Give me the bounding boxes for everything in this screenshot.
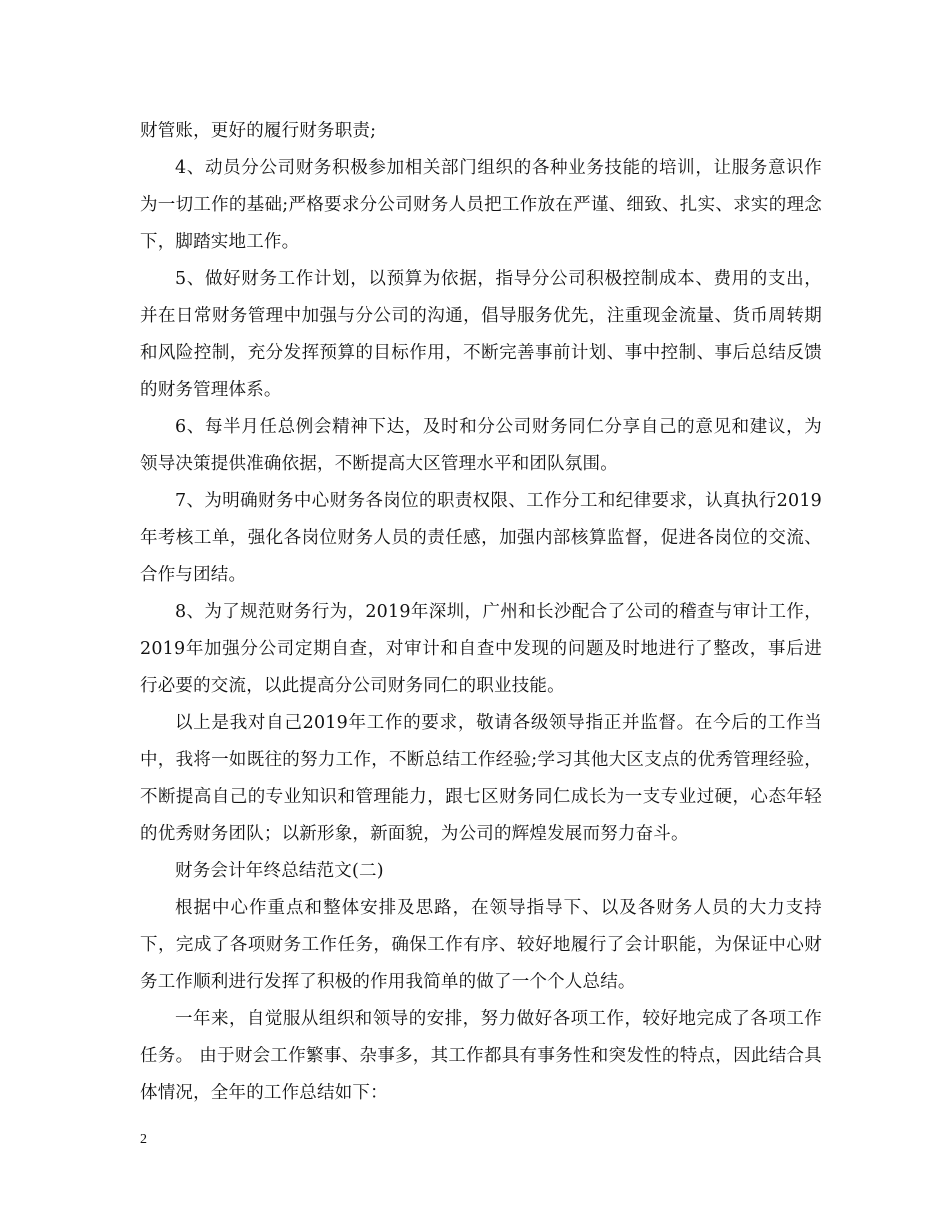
paragraph-continuation: 财管账，更好的履行财务职责; — [140, 121, 377, 141]
paragraph-item-8: 8、为了规范财务行为，2019年深圳，广州和长沙配合了公司的稽查与审计工作，2019年加强分公司定期自查，对审计和自查中发现的问题及时地进行了整改，事后进行必要的交流，以此提高分公司财务同仁的职业技能。 — [140, 602, 822, 696]
paragraph-year-summary: 一年来，自觉服从组织和领导的安排，努力做好各项工作，较好地完成了各项工作任务。 由于财会工作繁事、杂事多，其工作都具有事务性和突发性的特点，因此结合具体情况，全年的工作总结如下： — [140, 1009, 822, 1103]
paragraph-item-4: 4、动员分公司财务积极参加相关部门组织的各种业务技能的培训，让服务意识作为一切工作的基础;严格要求分公司财务人员把工作放在严谨、细致、扎实、求实的理念下，脚踏实地工作。 — [140, 158, 822, 252]
paragraph-item-5: 5、做好财务工作计划，以预算为依据，指导分公司积极控制成本、费用的支出，并在日常财务管理中加强与分公司的沟通，倡导服务优先，注重现金流量、货币周转期和风险控制，充分发挥预算的目标作用，不断完善事前计划、事中控制、事后总结反馈的财务管理体系。 — [140, 269, 822, 400]
document-body — [140, 113, 822, 1112]
paragraph-item-7: 7、为明确财务中心财务各岗位的职责权限、工作分工和纪律要求，认真执行2019年考核工单，强化各岗位财务人员的责任感，加强内部核算监督，促进各岗位的交流、合作与团结。 — [140, 491, 822, 585]
page-number: 2 — [140, 1132, 147, 1147]
paragraph-item-6: 6、每半月任总例会精神下达，及时和分公司财务同仁分享自己的意见和建议，为领导决策提供准确依据，不断提高大区管理水平和团队氛围。 — [140, 417, 822, 474]
section-heading: 财务会计年终总结范文(二) — [175, 861, 384, 881]
paragraph-section-intro: 根据中心作重点和整体安排及思路，在领导指导下、以及各财务人员的大力支持下，完成了各项财务工作任务，确保工作有序、较好地履行了会计职能，为保证中心财务工作顺利进行发挥了积极的作用我简单的做了一个个人总结。 — [140, 898, 822, 992]
paragraph-conclusion: 以上是我对自己2019年工作的要求，敬请各级领导指正并监督。在今后的工作当中，我将一如既往的努力工作，不断总结工作经验;学习其他大区支点的优秀管理经验，不断提高自己的专业知识和管理能力，跟七区财务同仁成长为一支专业过硬，心态年轻的优秀财务团队；以新形象，新面貌，为公司的辉煌发展而努力奋斗。 — [140, 713, 822, 844]
